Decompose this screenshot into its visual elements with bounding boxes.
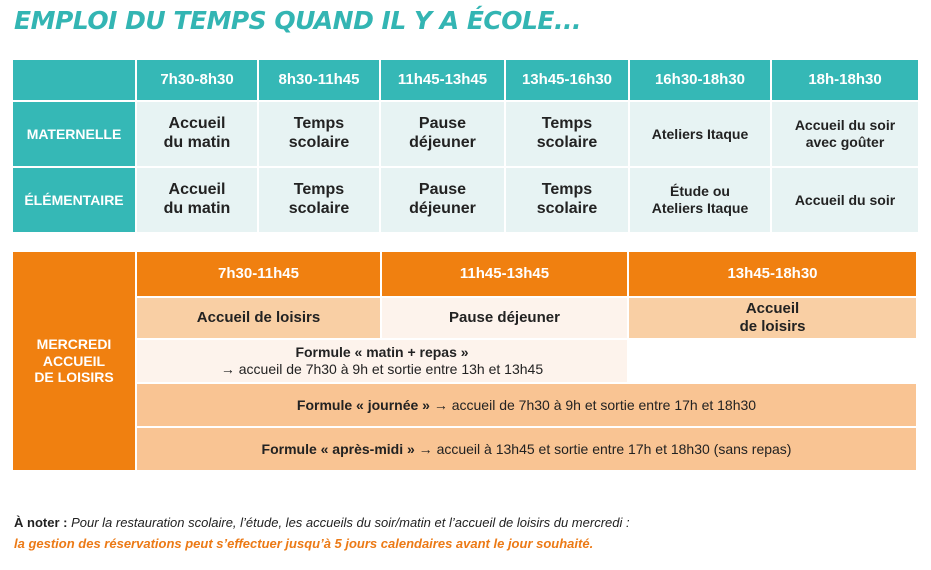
schedule-cell: Temps scolaire <box>506 168 628 232</box>
formula-name: Formule « matin + repas » <box>295 344 469 361</box>
formula-journee: Formule « journée » → accueil de 7h30 à 9h et sortie entre 17h et 18h30 <box>137 384 916 426</box>
schedule-cell: Accueil du matin <box>137 168 257 232</box>
note-highlight: la gestion des réservations peut s’effectuer jusqu’à 5 jours calendaires avant le jour souhaité. <box>14 536 594 551</box>
formula-detail: → accueil de 7h30 à 9h et sortie entre 13h et 13h45 <box>220 361 544 377</box>
schedule-cell: Temps scolaire <box>259 102 379 166</box>
schedule-cell: Accueil du matin <box>137 102 257 166</box>
schedule-cell: Temps scolaire <box>259 168 379 232</box>
footnote <box>14 512 630 554</box>
schedule-cell: Temps scolaire <box>506 102 628 166</box>
note-label: À noter : <box>14 515 68 530</box>
activity-afternoon: Accueil de loisirs <box>629 298 916 338</box>
schedule-cell: Étude ou Ateliers Itaque <box>630 168 770 232</box>
activity-lunch: Pause déjeuner <box>382 298 627 338</box>
schedule-cell: Accueil du soir <box>772 168 918 232</box>
time-header: 13h45-18h30 <box>629 252 916 296</box>
row-label-mercredi: MERCREDI ACCUEIL DE LOISIRS <box>13 252 135 470</box>
time-header: 7h30-11h45 <box>137 252 380 296</box>
time-header: 13h45-16h30 <box>506 60 628 100</box>
time-header: 16h30-18h30 <box>630 60 770 100</box>
row-label-elementaire: ÉLÉMENTAIRE <box>13 168 135 232</box>
time-header: 18h-18h30 <box>772 60 918 100</box>
schedule-cell: Accueil du soir avec goûter <box>772 102 918 166</box>
time-header: 11h45-13h45 <box>382 252 627 296</box>
time-header: 11h45-13h45 <box>381 60 504 100</box>
corner-cell <box>13 60 135 100</box>
time-header: 8h30-11h45 <box>259 60 379 100</box>
schedule-cell: Ateliers Itaque <box>630 102 770 166</box>
schedule-cell: Pause déjeuner <box>381 168 504 232</box>
activity-morning: Accueil de loisirs <box>137 298 380 338</box>
note-text: Pour la restauration scolaire, l’étude, les accueils du soir/matin et l’accueil de loisirs du mercredi : <box>67 515 630 530</box>
formula-matin-repas <box>137 340 627 382</box>
formula-apres-midi: Formule « après-midi » → accueil à 13h45 et sortie entre 17h et 18h30 (sans repas) <box>137 428 916 470</box>
empty-cell <box>629 340 916 382</box>
school-schedule-table <box>13 60 914 234</box>
page-title: EMPLOI DU TEMPS QUAND IL Y A ÉCOLE... <box>14 6 581 35</box>
time-header: 7h30-8h30 <box>137 60 257 100</box>
schedule-cell: Pause déjeuner <box>381 102 504 166</box>
wednesday-schedule-table <box>13 252 914 470</box>
row-label-maternelle: MATERNELLE <box>13 102 135 166</box>
